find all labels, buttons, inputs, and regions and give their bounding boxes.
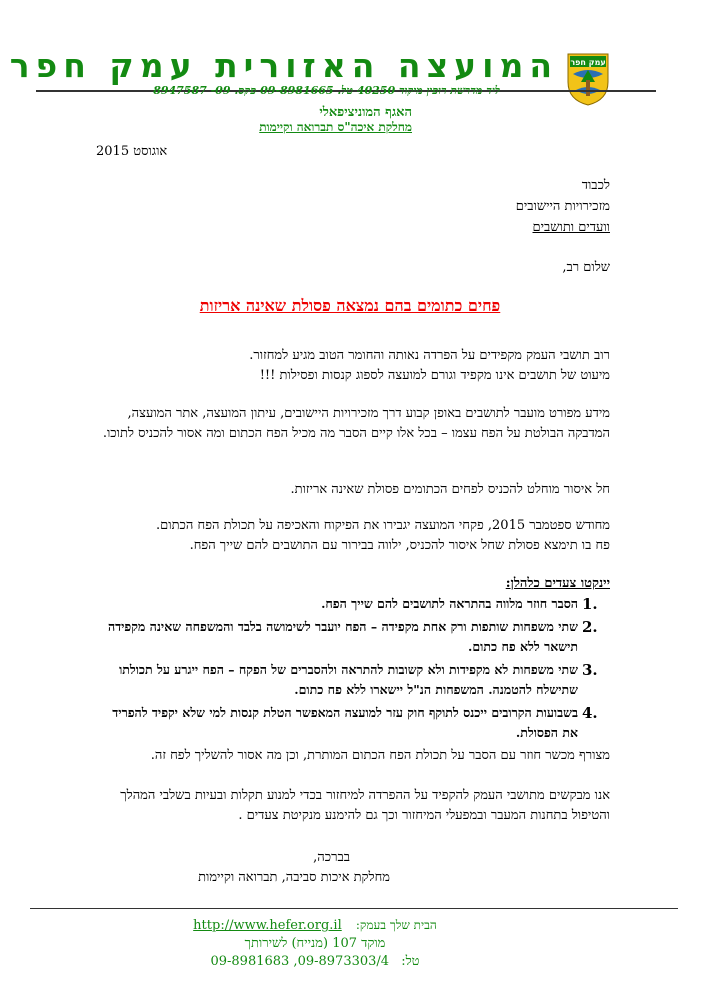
letter-date: אוגוסט 2015: [96, 144, 168, 159]
closing-greeting: בברכה,: [313, 850, 350, 865]
recipient-line: וועדים ותושבים: [532, 220, 610, 235]
logo-text: עמק חפר: [570, 58, 606, 67]
org-address: ליד מדרשת רופין מיקוד 40250 טל. 09-8981665 פקס. 09- 8947587: [153, 84, 500, 97]
closing-block: [180, 848, 390, 888]
step-item: [100, 617, 610, 657]
paragraph-1: [100, 346, 610, 386]
letter-subject: פחים כתומים בהם נמצאה פסולת שאינה אריזות: [199, 296, 501, 315]
step-number: 2.: [582, 618, 598, 636]
paragraph-line: רוב תושבי העמק מקפידים על הפרדה נאותה והחומר הטוב מגיע למחזור.: [249, 348, 610, 363]
hotline-text: מוקד 107 (מנייח) לשירותך: [244, 936, 386, 951]
department-line-2: מחלקת איכה"ס תברואה וקיימות: [259, 120, 412, 134]
paragraph-line: פח בו תימצא פסולת שחל איסור להכניס, ילווה בבירור עם התושבים להם שייך הפח.: [189, 538, 610, 553]
phone-label: טל:: [401, 954, 420, 969]
step-item: [100, 703, 610, 743]
paragraph-6: אנו מבקשים מתושבי העמק להקפיד על ההפרדה למיחזור בכדי למנוע תקלות ובעיות בשלבי המהלך והטיפול בתחנות המעבר ובמפעלי המיחזור וכך גם להימנע מנקיטת צעדים .: [120, 788, 610, 823]
recipients-block: [500, 176, 610, 239]
home-label: הבית שלך בעמק:: [355, 918, 437, 932]
step-text: שתי משפחות לא מקפידות ולא קשובות להתראה ולהסברים של הפקח – הפח ייגרע על תכולתו שתישלח להטמנה. המשפחות הנ"ל יישארו ללא פח כתום.: [119, 662, 578, 697]
step-text: בשבועות הקרובים ייכנס לתוקף חוק עזר למועצה המאפשר הטלת קנסות למי שלא יקפיד להפריד את הפסולת.: [112, 705, 578, 740]
recipient-line: לכבוד: [581, 178, 610, 193]
signature: מחלקת איכות סביבה, תברואה וקיימות: [198, 870, 390, 885]
council-logo: [566, 52, 610, 106]
steps-list: [100, 594, 610, 743]
paragraph-line: מחודש ספטמבר 2015, פקחי המועצה יגבירו את הפיקוח והאכיפה על תכולת הפח הכתום.: [156, 518, 610, 533]
paragraph-line: מיעוט של תושבים אינו מקפיד וגורם למועצה לספוג קנסות ופסילות !!!: [259, 368, 610, 383]
recipient-line: מזכירויות היישובים: [515, 199, 610, 214]
council-emblem-icon: [566, 52, 610, 106]
paragraph-3: חל איסור מוחלט להכניס לפחים הכתומים פסולת שאינה אריזות.: [290, 482, 610, 497]
department-line-1: האגף המוניציפאלי: [319, 105, 412, 120]
step-text: שתי משפחות שותפות ורק אחת מקפידה – הפח יועבר לשימושה בלבד והמשפחה שאינה מקפידה תישאר ללא פח כתום.: [107, 619, 578, 654]
paragraph-2: מידע מפורט מועבר לתושבים באופן קבוע דרך מזכירויות היישובים, עיתון המועצה, אתר המועצה, המדבקה הבולטת על הפח עצמו – בכל אלו קיים הסבר מה מכיל הפח הכתום ומה אסור להכניס לתוכו.: [102, 406, 610, 441]
paragraph-5: מצורף מכשר חוזר עם הסבר על תכולת הפח הכתום המותרת, וכן מה אסור להשליך לפח זה.: [150, 748, 610, 763]
step-number: 1.: [582, 595, 598, 613]
step-item: [100, 594, 610, 614]
step-item: [100, 660, 610, 700]
greeting: שלום רב,: [562, 260, 610, 275]
steps-title: יינקטו צעדים כלהלן:: [505, 576, 610, 591]
step-number: 4.: [582, 704, 598, 722]
phone-numbers: 09-8981683 ,09-8973303/4: [210, 954, 390, 969]
paragraph-4: [100, 516, 610, 556]
org-title: המועצה האזורית עמק חפר: [9, 46, 558, 85]
footer: [150, 916, 480, 971]
step-number: 3.: [582, 661, 598, 679]
footer-divider: [30, 908, 678, 909]
website-link[interactable]: http://www.hefer.org.il: [193, 918, 342, 933]
step-text: הסבר חוזר מלווה בהתראה לתושבים להם שייך הפח.: [321, 596, 578, 611]
